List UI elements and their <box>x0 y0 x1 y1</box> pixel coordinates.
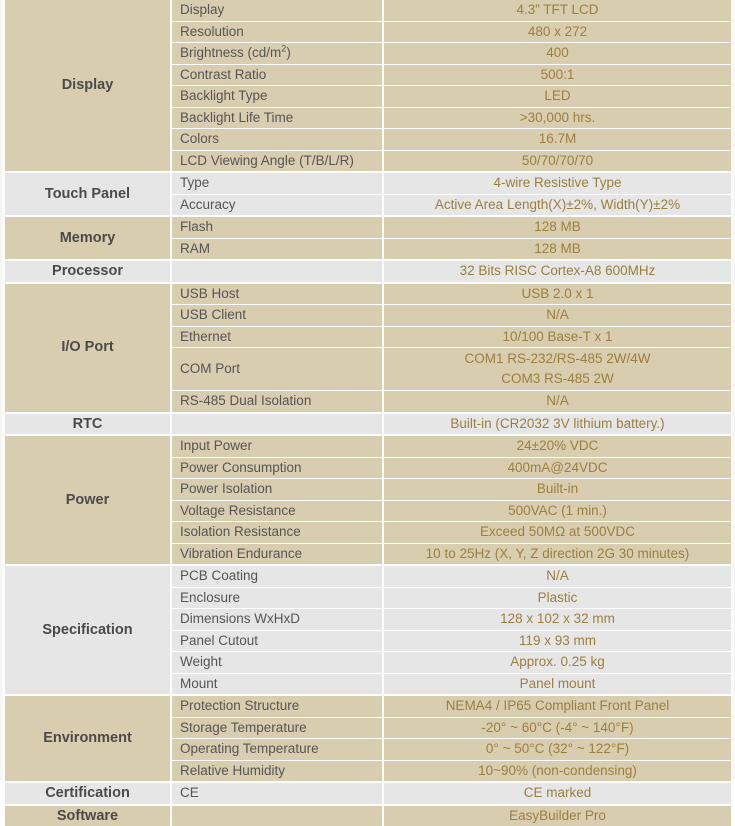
spec-value: N/A <box>383 391 731 413</box>
table-row <box>5 216 731 238</box>
spec-label: Backlight Life Time <box>171 107 383 129</box>
spec-label: USB Host <box>171 283 383 305</box>
spec-label: Panel Cutout <box>171 630 383 652</box>
table-row <box>5 805 731 826</box>
spec-value: 4.3” TFT LCD <box>383 0 731 21</box>
spec-label: Weight <box>171 652 383 674</box>
section-group-label: RTC <box>5 413 171 436</box>
spec-label: Relative Humidity <box>171 760 383 782</box>
spec-label: Contrast Ratio <box>171 64 383 86</box>
spec-label: RS-485 Dual Isolation <box>171 391 383 413</box>
spec-value: 400mA@24VDC <box>383 457 731 479</box>
specification-table <box>5 0 731 826</box>
section-group-label: Certification <box>5 782 171 805</box>
table-row <box>5 435 731 457</box>
table-row <box>5 283 731 305</box>
spec-label: Isolation Resistance <box>171 522 383 544</box>
spec-label: Input Power <box>171 435 383 457</box>
table-row <box>5 565 731 587</box>
spec-label: Display <box>171 0 383 21</box>
table-row <box>5 260 731 283</box>
spec-label: RAM <box>171 238 383 260</box>
spec-label: Power Isolation <box>171 479 383 501</box>
spec-value: 480 x 272 <box>383 21 731 43</box>
table-row <box>5 0 731 21</box>
table-row <box>5 695 731 717</box>
section-group-label: I/O Port <box>5 283 171 413</box>
section-group-label: Specification <box>5 565 171 695</box>
section-group-label: Power <box>5 435 171 565</box>
spec-label: Type <box>171 172 383 194</box>
section-group-label: Memory <box>5 216 171 260</box>
section-group-label: Processor <box>5 260 171 283</box>
spec-label <box>171 805 383 826</box>
spec-value: LED <box>383 86 731 108</box>
spec-value: 10~90% (non-condensing) <box>383 760 731 782</box>
spec-value <box>383 348 731 391</box>
spec-value: CE marked <box>383 782 731 805</box>
spec-label: Ethernet <box>171 326 383 348</box>
spec-label <box>171 413 383 436</box>
spec-label: CE <box>171 782 383 805</box>
spec-value: Active Area Length(X)±2%, Width(Y)±2% <box>383 194 731 216</box>
spec-value: 10/100 Base-T x 1 <box>383 326 731 348</box>
spec-value: 128 MB <box>383 216 731 238</box>
spec-label: Enclosure <box>171 587 383 609</box>
spec-label: Resolution <box>171 21 383 43</box>
spec-value: 32 Bits RISC Cortex-A8 600MHz <box>383 260 731 283</box>
spec-label: Vibration Endurance <box>171 543 383 565</box>
spec-value: N/A <box>383 305 731 327</box>
spec-value: Built-in <box>383 479 731 501</box>
section-group-label: Environment <box>5 695 171 782</box>
spec-value: 24±20% VDC <box>383 435 731 457</box>
spec-label: LCD Viewing Angle (T/B/L/R) <box>171 150 383 172</box>
specification-table-body <box>5 0 731 826</box>
table-row <box>5 782 731 805</box>
spec-label: Voltage Resistance <box>171 500 383 522</box>
spec-value: 128 MB <box>383 238 731 260</box>
table-row <box>5 413 731 436</box>
spec-value: USB 2.0 x 1 <box>383 283 731 305</box>
spec-value: >30,000 hrs. <box>383 107 731 129</box>
spec-value: 400 <box>383 43 731 65</box>
section-group-label: Software <box>5 805 171 826</box>
spec-value: -20° ~ 60°C (-4° ~ 140°F) <box>383 717 731 739</box>
spec-value: 500:1 <box>383 64 731 86</box>
spec-label: Mount <box>171 673 383 695</box>
spec-value: 128 x 102 x 32 mm <box>383 609 731 631</box>
spec-label: Protection Structure <box>171 695 383 717</box>
spec-value: NEMA4 / IP65 Compliant Front Panel <box>383 695 731 717</box>
spec-value: EasyBuilder Pro <box>383 805 731 826</box>
spec-label: Colors <box>171 129 383 151</box>
spec-label: PCB Coating <box>171 565 383 587</box>
spec-label: USB Client <box>171 305 383 327</box>
spec-label <box>171 260 383 283</box>
spec-label: Accuracy <box>171 194 383 216</box>
spec-value-line: COM1 RS-232/RS-485 2W/4W <box>384 349 731 369</box>
spec-value: 16.7M <box>383 129 731 151</box>
spec-label: Flash <box>171 216 383 238</box>
section-group-label: Display <box>5 0 171 172</box>
spec-label: COM Port <box>171 348 383 391</box>
spec-label: Operating Temperature <box>171 739 383 761</box>
spec-value: 4-wire Resistive Type <box>383 172 731 194</box>
spec-value: Built-in (CR2032 3V lithium battery.) <box>383 413 731 436</box>
spec-label: Backlight Type <box>171 86 383 108</box>
spec-value: 500VAC (1 min.) <box>383 500 731 522</box>
spec-label: Dimensions WxHxD <box>171 609 383 631</box>
section-group-label: Touch Panel <box>5 172 171 216</box>
table-row <box>5 172 731 194</box>
spec-value: N/A <box>383 565 731 587</box>
spec-value: Approx. 0.25 kg <box>383 652 731 674</box>
spec-value: Panel mount <box>383 673 731 695</box>
spec-value: 10 to 25Hz (X, Y, Z direction 2G 30 minutes) <box>383 543 731 565</box>
spec-value: 119 x 93 mm <box>383 630 731 652</box>
spec-value: 50/70/70/70 <box>383 150 731 172</box>
spec-value-line: COM3 RS-485 2W <box>384 369 731 389</box>
spec-value: 0° ~ 50°C (32° ~ 122°F) <box>383 739 731 761</box>
spec-label: Storage Temperature <box>171 717 383 739</box>
spec-value: Plastic <box>383 587 731 609</box>
spec-label: Brightness $(cd/m^2)$ <box>171 43 383 65</box>
spec-label: Power Consumption <box>171 457 383 479</box>
spec-value: Exceed 50MΩ at 500VDC <box>383 522 731 544</box>
